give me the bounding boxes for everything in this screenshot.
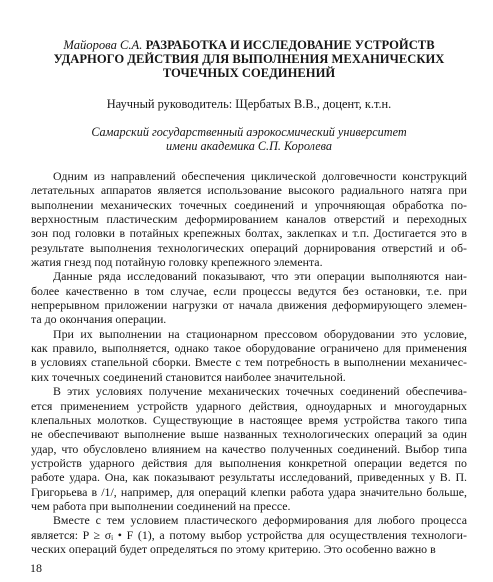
text-line: клепальных молотков. Существующие в настоящее время устройства такого типа bbox=[31, 412, 467, 427]
paper-title-part-1: РАЗРАБОТКА И ИССЛЕДОВАНИЕ УСТРОЙСТВ bbox=[145, 38, 435, 52]
page-number: 18 bbox=[30, 561, 42, 575]
affiliation-named-after: имени академика С.П. Королева bbox=[166, 139, 332, 153]
paper-title-part-3: ТОЧЕЧНЫХ СОЕДИНЕНИЙ bbox=[162, 66, 336, 80]
text-line: результате выполнения технологических операций дорнирования отверстий и об- bbox=[31, 240, 467, 255]
text-line: В этих условиях получение механических точечных соединений обеспечива- bbox=[53, 384, 467, 399]
text-line: ких точечных соединений становится наиболее значительной. bbox=[31, 369, 346, 384]
text-line: При их выполнении на стационарном прессовом оборудовании это условие, bbox=[53, 326, 467, 341]
text-line: удар, что обусловлено влиянием на качество полученных соединений. Выбор типа bbox=[31, 441, 467, 456]
paragraph-4 bbox=[31, 384, 467, 513]
paragraph-3 bbox=[31, 327, 467, 384]
text-line: Одним из направлений обеспечения циклической долговечности конструкций bbox=[53, 169, 467, 183]
text-line: та до окончания операции. bbox=[31, 312, 167, 327]
text-line: как правило, выполняется, однако такое оборудование ограничено для применения bbox=[31, 341, 467, 356]
text-line: ческих операций будет определяться по этому критерию. Это особенно важно в bbox=[31, 541, 436, 556]
text-line: выполнении механических точечных соединений и упрочняющая обработка по- bbox=[31, 197, 467, 212]
text-line: Григорьева в /1/, например, для операций клепки работа удара значительно больше, bbox=[31, 484, 467, 499]
text-line: в условиях стапельной сборки. Вместе с тем потребность в выполнении механичес- bbox=[31, 355, 467, 370]
affiliation bbox=[26, 125, 472, 153]
text-line: зон под головки в потайных крепежных болтах, заклепках и т.п. Достигается это в bbox=[31, 226, 467, 241]
title-line bbox=[26, 38, 472, 52]
text-line: не обеспечивают выполнение выше названных технологических операций за один bbox=[31, 427, 467, 442]
text-line: Вместе с тем условием пластического деформирования для любого процесса bbox=[53, 513, 467, 528]
affiliation-university: Самарский государственный аэрокосмический университет bbox=[91, 125, 407, 139]
body-text bbox=[31, 169, 467, 556]
text-line: верхностным пластическим деформированием каналов отверстий и переходных bbox=[31, 212, 467, 227]
text-line: устройств ударного действия для выполнения конкретной операции ведется по bbox=[31, 455, 467, 470]
supervisor-line: Научный руководитель: Щербатых В.В., доцент, к.т.н. bbox=[106, 97, 392, 111]
text-line: Данные ряда исследований показывают, что эти операции выполняются наи- bbox=[53, 269, 467, 284]
text-line: является: P ≥ σᵢ • F (1), а потому выбор устройства для осуществления технологи- bbox=[31, 527, 467, 542]
paragraph-1 bbox=[31, 169, 467, 269]
text-line: чем работа при выполнении соединений на прессе. bbox=[31, 498, 291, 513]
text-line: летательных аппаратов является использование высокого радиального натяга при bbox=[31, 183, 467, 198]
paragraph-2 bbox=[31, 269, 467, 326]
paper-title-part-2: УДАРНОГО ДЕЙСТВИЯ ДЛЯ ВЫПОЛНЕНИЯ МЕХАНИЧЕСКИХ bbox=[53, 52, 445, 66]
text-line: непрерывном приложении нагрузки от начала движения деформирующего элемен- bbox=[31, 298, 467, 313]
text-line: ется применением устройств ударного действия, одноударных и многоударных bbox=[31, 398, 467, 413]
text-line: более качественно в том случае, если процессы ведутся без остановки, т.е. при bbox=[31, 283, 467, 298]
author-name: Майорова С.А. bbox=[63, 38, 143, 52]
title-block bbox=[26, 38, 472, 80]
text-line: жатия гнезд под потайную головку крепежного элемента. bbox=[31, 255, 323, 270]
text-line: работе удара. Она, как показывают результаты исследований, приведенных у В. П. bbox=[31, 470, 467, 485]
paragraph-5 bbox=[31, 513, 467, 556]
